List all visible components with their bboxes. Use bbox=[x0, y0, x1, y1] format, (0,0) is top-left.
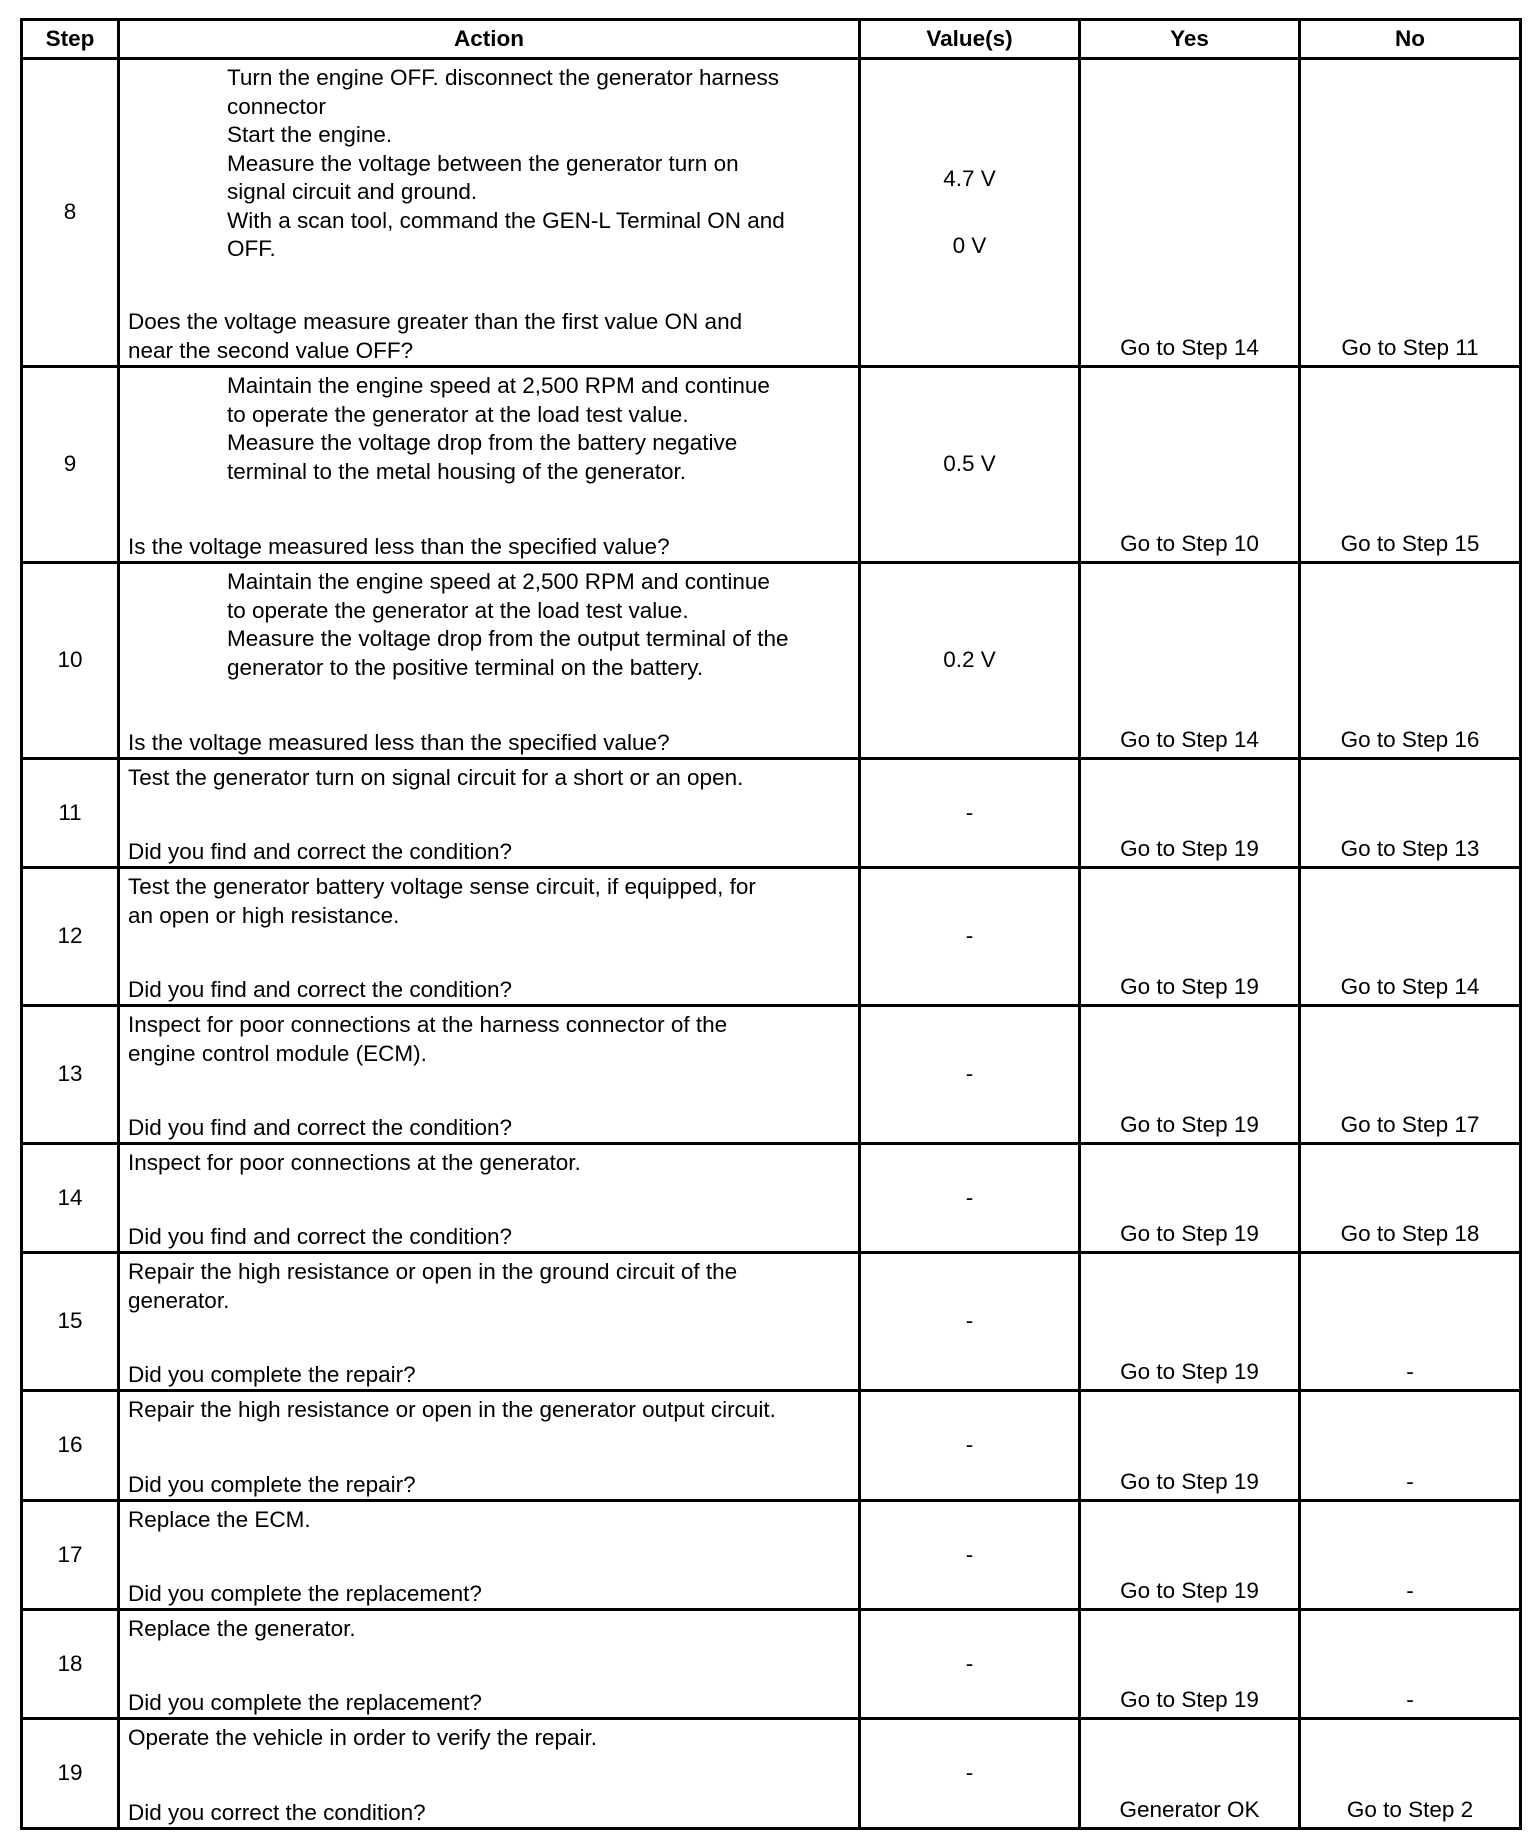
instruction-line: Measure the voltage drop from the battery negative bbox=[227, 430, 738, 455]
yes-result: Go to Step 19 bbox=[1120, 1220, 1259, 1246]
instruction-line: Operate the vehicle in order to verify the repair. bbox=[128, 1725, 597, 1750]
yes-result: Generator OK bbox=[1119, 1796, 1260, 1822]
yes-result: Go to Step 19 bbox=[1120, 1577, 1259, 1603]
header-no: No bbox=[1300, 20, 1521, 59]
no-cell bbox=[1300, 759, 1521, 868]
action-question bbox=[128, 838, 850, 867]
question-line: Did you find and correct the condition? bbox=[128, 1114, 512, 1140]
no-result: Go to Step 17 bbox=[1340, 1111, 1480, 1137]
table-row bbox=[22, 59, 1521, 367]
value-text: - bbox=[965, 923, 974, 949]
value-spacer bbox=[861, 194, 1078, 232]
yes-cell bbox=[1080, 1719, 1300, 1829]
action-content bbox=[120, 760, 858, 866]
table-row bbox=[22, 1253, 1521, 1391]
question-line: Is the voltage measured less than the specified value? bbox=[128, 533, 670, 559]
action-content bbox=[120, 1254, 858, 1389]
value-text: - bbox=[965, 1650, 974, 1676]
no-result: Go to Step 13 bbox=[1340, 835, 1480, 861]
question-line: Did you complete the repair? bbox=[128, 1361, 416, 1387]
value-cell bbox=[860, 1501, 1080, 1610]
no-cell bbox=[1300, 563, 1521, 759]
value-text: - bbox=[965, 1061, 974, 1087]
yes-cell bbox=[1080, 1253, 1300, 1391]
action-content bbox=[120, 1611, 858, 1717]
value-cell bbox=[860, 367, 1080, 563]
no-cell bbox=[1300, 1501, 1521, 1610]
action-question bbox=[128, 1689, 850, 1718]
instruction-line: Test the generator turn on signal circuit for a short or an open. bbox=[128, 765, 744, 790]
action-instructions bbox=[128, 1149, 850, 1178]
action-cell bbox=[119, 1501, 860, 1610]
yes-cell bbox=[1080, 1391, 1300, 1501]
yes-result: Go to Step 19 bbox=[1120, 1468, 1259, 1494]
value-text: - bbox=[965, 1760, 974, 1786]
action-instructions bbox=[128, 568, 850, 682]
no-result: Go to Step 18 bbox=[1340, 1220, 1480, 1246]
yes-cell bbox=[1080, 367, 1300, 563]
no-result: - bbox=[1406, 1468, 1414, 1494]
action-question bbox=[128, 533, 850, 562]
instruction-line: Measure the voltage drop from the output terminal of the bbox=[227, 626, 789, 651]
no-result: Go to Step 16 bbox=[1340, 726, 1480, 752]
table-body bbox=[22, 59, 1521, 1829]
action-cell bbox=[119, 1391, 860, 1501]
table-row bbox=[22, 1006, 1521, 1144]
no-result: Go to Step 11 bbox=[1341, 334, 1479, 360]
yes-result: Go to Step 19 bbox=[1120, 1358, 1259, 1384]
table-row bbox=[22, 1719, 1521, 1829]
header-yes: Yes bbox=[1080, 20, 1300, 59]
yes-cell bbox=[1080, 1610, 1300, 1719]
header-action: Action bbox=[119, 20, 860, 59]
action-instructions bbox=[128, 764, 850, 793]
action-instructions bbox=[128, 1615, 850, 1644]
action-question bbox=[128, 1799, 850, 1828]
value-cell bbox=[860, 759, 1080, 868]
instruction-line: Test the generator battery voltage sense circuit, if equipped, for bbox=[128, 874, 756, 899]
yes-cell bbox=[1080, 759, 1300, 868]
table-row bbox=[22, 563, 1521, 759]
no-cell bbox=[1300, 1391, 1521, 1501]
value-text: - bbox=[965, 1541, 974, 1567]
question-line: Did you correct the condition? bbox=[128, 1799, 426, 1825]
question-line: Did you find and correct the condition? bbox=[128, 976, 512, 1002]
no-result: Go to Step 15 bbox=[1340, 530, 1480, 556]
value-cell bbox=[860, 563, 1080, 759]
question-line: Did you complete the replacement? bbox=[128, 1689, 482, 1715]
instruction-line: Turn the engine OFF. disconnect the generator harness bbox=[227, 65, 779, 90]
action-question bbox=[128, 1223, 850, 1252]
action-cell bbox=[119, 868, 860, 1006]
no-cell bbox=[1300, 1610, 1521, 1719]
value-text: 0 V bbox=[952, 232, 987, 258]
action-content bbox=[120, 1502, 858, 1608]
header-values: Value(s) bbox=[860, 20, 1080, 59]
yes-cell bbox=[1080, 868, 1300, 1006]
no-cell bbox=[1300, 367, 1521, 563]
question-line: Is the voltage measured less than the specified value? bbox=[128, 729, 670, 755]
action-content bbox=[120, 368, 858, 561]
instruction-line: generator. bbox=[128, 1287, 230, 1313]
step-number: 10 bbox=[22, 563, 119, 759]
value-cell bbox=[860, 59, 1080, 367]
step-number: 12 bbox=[22, 868, 119, 1006]
no-result: - bbox=[1406, 1686, 1414, 1712]
question-line: Did you find and correct the condition? bbox=[128, 1223, 512, 1249]
action-cell bbox=[119, 759, 860, 868]
action-cell bbox=[119, 1610, 860, 1719]
step-number: 19 bbox=[22, 1719, 119, 1829]
instruction-line: Measure the voltage between the generator turn on bbox=[227, 150, 739, 176]
instruction-line: Repair the high resistance or open in the ground circuit of the bbox=[128, 1259, 738, 1284]
value-cell bbox=[860, 1719, 1080, 1829]
yes-result: Go to Step 14 bbox=[1120, 726, 1259, 752]
question-line: near the second value OFF? bbox=[128, 337, 414, 363]
yes-cell bbox=[1080, 1501, 1300, 1610]
header-step: Step bbox=[22, 20, 119, 59]
action-question bbox=[128, 1471, 850, 1500]
step-number: 11 bbox=[22, 759, 119, 868]
action-instructions bbox=[128, 1506, 850, 1535]
no-cell bbox=[1300, 1719, 1521, 1829]
action-cell bbox=[119, 367, 860, 563]
action-question bbox=[128, 1114, 850, 1143]
value-text: - bbox=[965, 1432, 974, 1458]
instruction-line: OFF. bbox=[227, 236, 276, 261]
yes-result: Go to Step 19 bbox=[1120, 1686, 1259, 1712]
action-instructions bbox=[128, 1724, 850, 1753]
step-number: 8 bbox=[22, 59, 119, 367]
instruction-line: Inspect for poor connections at the harness connector of the bbox=[128, 1012, 728, 1037]
step-number: 9 bbox=[22, 367, 119, 563]
instruction-line: signal circuit and ground. bbox=[227, 179, 478, 204]
value-text: 4.7 V bbox=[943, 166, 996, 191]
value-cell bbox=[860, 1391, 1080, 1501]
action-content bbox=[120, 1145, 858, 1251]
instruction-line: Maintain the engine speed at 2,500 RPM and continue bbox=[227, 373, 770, 398]
instruction-line: to operate the generator at the load test value. bbox=[227, 401, 689, 427]
value-cell bbox=[860, 1144, 1080, 1253]
action-cell bbox=[119, 1719, 860, 1829]
yes-result: Go to Step 14 bbox=[1120, 334, 1259, 360]
value-text: - bbox=[965, 1308, 974, 1334]
step-number: 16 bbox=[22, 1391, 119, 1501]
value-text: 0.2 V bbox=[943, 647, 996, 673]
diagnostic-table bbox=[20, 18, 1522, 1830]
action-content bbox=[120, 1392, 858, 1499]
action-instructions bbox=[128, 873, 850, 930]
step-number: 13 bbox=[22, 1006, 119, 1144]
instruction-line: an open or high resistance. bbox=[128, 902, 400, 928]
no-cell bbox=[1300, 868, 1521, 1006]
value-text: - bbox=[965, 1184, 974, 1210]
instruction-line: Replace the generator. bbox=[128, 1616, 356, 1641]
yes-cell bbox=[1080, 1006, 1300, 1144]
no-result: Go to Step 14 bbox=[1340, 973, 1480, 999]
instruction-line: Maintain the engine speed at 2,500 RPM and continue bbox=[227, 569, 770, 594]
instruction-line: Replace the ECM. bbox=[128, 1507, 311, 1532]
step-number: 15 bbox=[22, 1253, 119, 1391]
action-content bbox=[120, 564, 858, 757]
instruction-line: Repair the high resistance or open in the generator output circuit. bbox=[128, 1397, 776, 1422]
table-row bbox=[22, 367, 1521, 563]
value-text: 0.5 V bbox=[943, 451, 996, 477]
no-result: Go to Step 2 bbox=[1346, 1796, 1474, 1822]
yes-result: Go to Step 19 bbox=[1120, 1111, 1259, 1137]
value-cell bbox=[860, 868, 1080, 1006]
action-question bbox=[128, 308, 850, 365]
table-row bbox=[22, 1501, 1521, 1610]
question-line: Did you complete the replacement? bbox=[128, 1580, 482, 1606]
step-number: 17 bbox=[22, 1501, 119, 1610]
value-text: - bbox=[965, 799, 974, 825]
action-content bbox=[120, 60, 858, 365]
action-instructions bbox=[128, 1258, 850, 1315]
action-content bbox=[120, 869, 858, 1004]
instruction-line: engine control module (ECM). bbox=[128, 1040, 427, 1066]
no-cell bbox=[1300, 1144, 1521, 1253]
no-result: - bbox=[1406, 1577, 1414, 1603]
no-result: - bbox=[1406, 1358, 1414, 1384]
yes-result: Go to Step 10 bbox=[1120, 530, 1259, 556]
action-instructions bbox=[128, 64, 850, 264]
no-cell bbox=[1300, 59, 1521, 367]
question-line: Did you complete the repair? bbox=[128, 1471, 416, 1497]
action-question bbox=[128, 1580, 850, 1609]
yes-cell bbox=[1080, 563, 1300, 759]
step-number: 14 bbox=[22, 1144, 119, 1253]
yes-cell bbox=[1080, 59, 1300, 367]
instruction-line: With a scan tool, command the GEN-L Terminal ON and bbox=[227, 207, 785, 233]
table-row bbox=[22, 1391, 1521, 1501]
action-content bbox=[120, 1007, 858, 1142]
yes-result: Go to Step 19 bbox=[1120, 835, 1259, 861]
no-cell bbox=[1300, 1253, 1521, 1391]
table-row bbox=[22, 1144, 1521, 1253]
action-question bbox=[128, 1361, 850, 1390]
no-cell bbox=[1300, 1006, 1521, 1144]
yes-result: Go to Step 19 bbox=[1120, 973, 1259, 999]
question-line: Did you find and correct the condition? bbox=[128, 838, 512, 864]
value-cell bbox=[860, 1610, 1080, 1719]
instruction-line: Inspect for poor connections at the generator. bbox=[128, 1150, 581, 1175]
header-row bbox=[22, 20, 1521, 59]
value-cell bbox=[860, 1006, 1080, 1144]
action-instructions bbox=[128, 1011, 850, 1068]
yes-cell bbox=[1080, 1144, 1300, 1253]
action-cell bbox=[119, 1253, 860, 1391]
instruction-line: connector bbox=[227, 93, 326, 119]
question-line: Does the voltage measure greater than the first value ON and bbox=[128, 309, 743, 334]
step-number: 18 bbox=[22, 1610, 119, 1719]
instruction-line: to operate the generator at the load test value. bbox=[227, 597, 689, 623]
action-instructions bbox=[128, 1396, 850, 1425]
action-cell bbox=[119, 563, 860, 759]
action-cell bbox=[119, 59, 860, 367]
table-row bbox=[22, 759, 1521, 868]
instruction-line: terminal to the metal housing of the generator. bbox=[227, 458, 687, 484]
action-instructions bbox=[128, 372, 850, 486]
action-question bbox=[128, 729, 850, 758]
action-cell bbox=[119, 1006, 860, 1144]
table-row bbox=[22, 1610, 1521, 1719]
instruction-line: generator to the positive terminal on the battery. bbox=[227, 654, 704, 680]
table-row bbox=[22, 868, 1521, 1006]
action-question bbox=[128, 976, 850, 1005]
action-content bbox=[120, 1720, 858, 1827]
action-cell bbox=[119, 1144, 860, 1253]
instruction-line: Start the engine. bbox=[227, 122, 393, 147]
value-cell bbox=[860, 1253, 1080, 1391]
